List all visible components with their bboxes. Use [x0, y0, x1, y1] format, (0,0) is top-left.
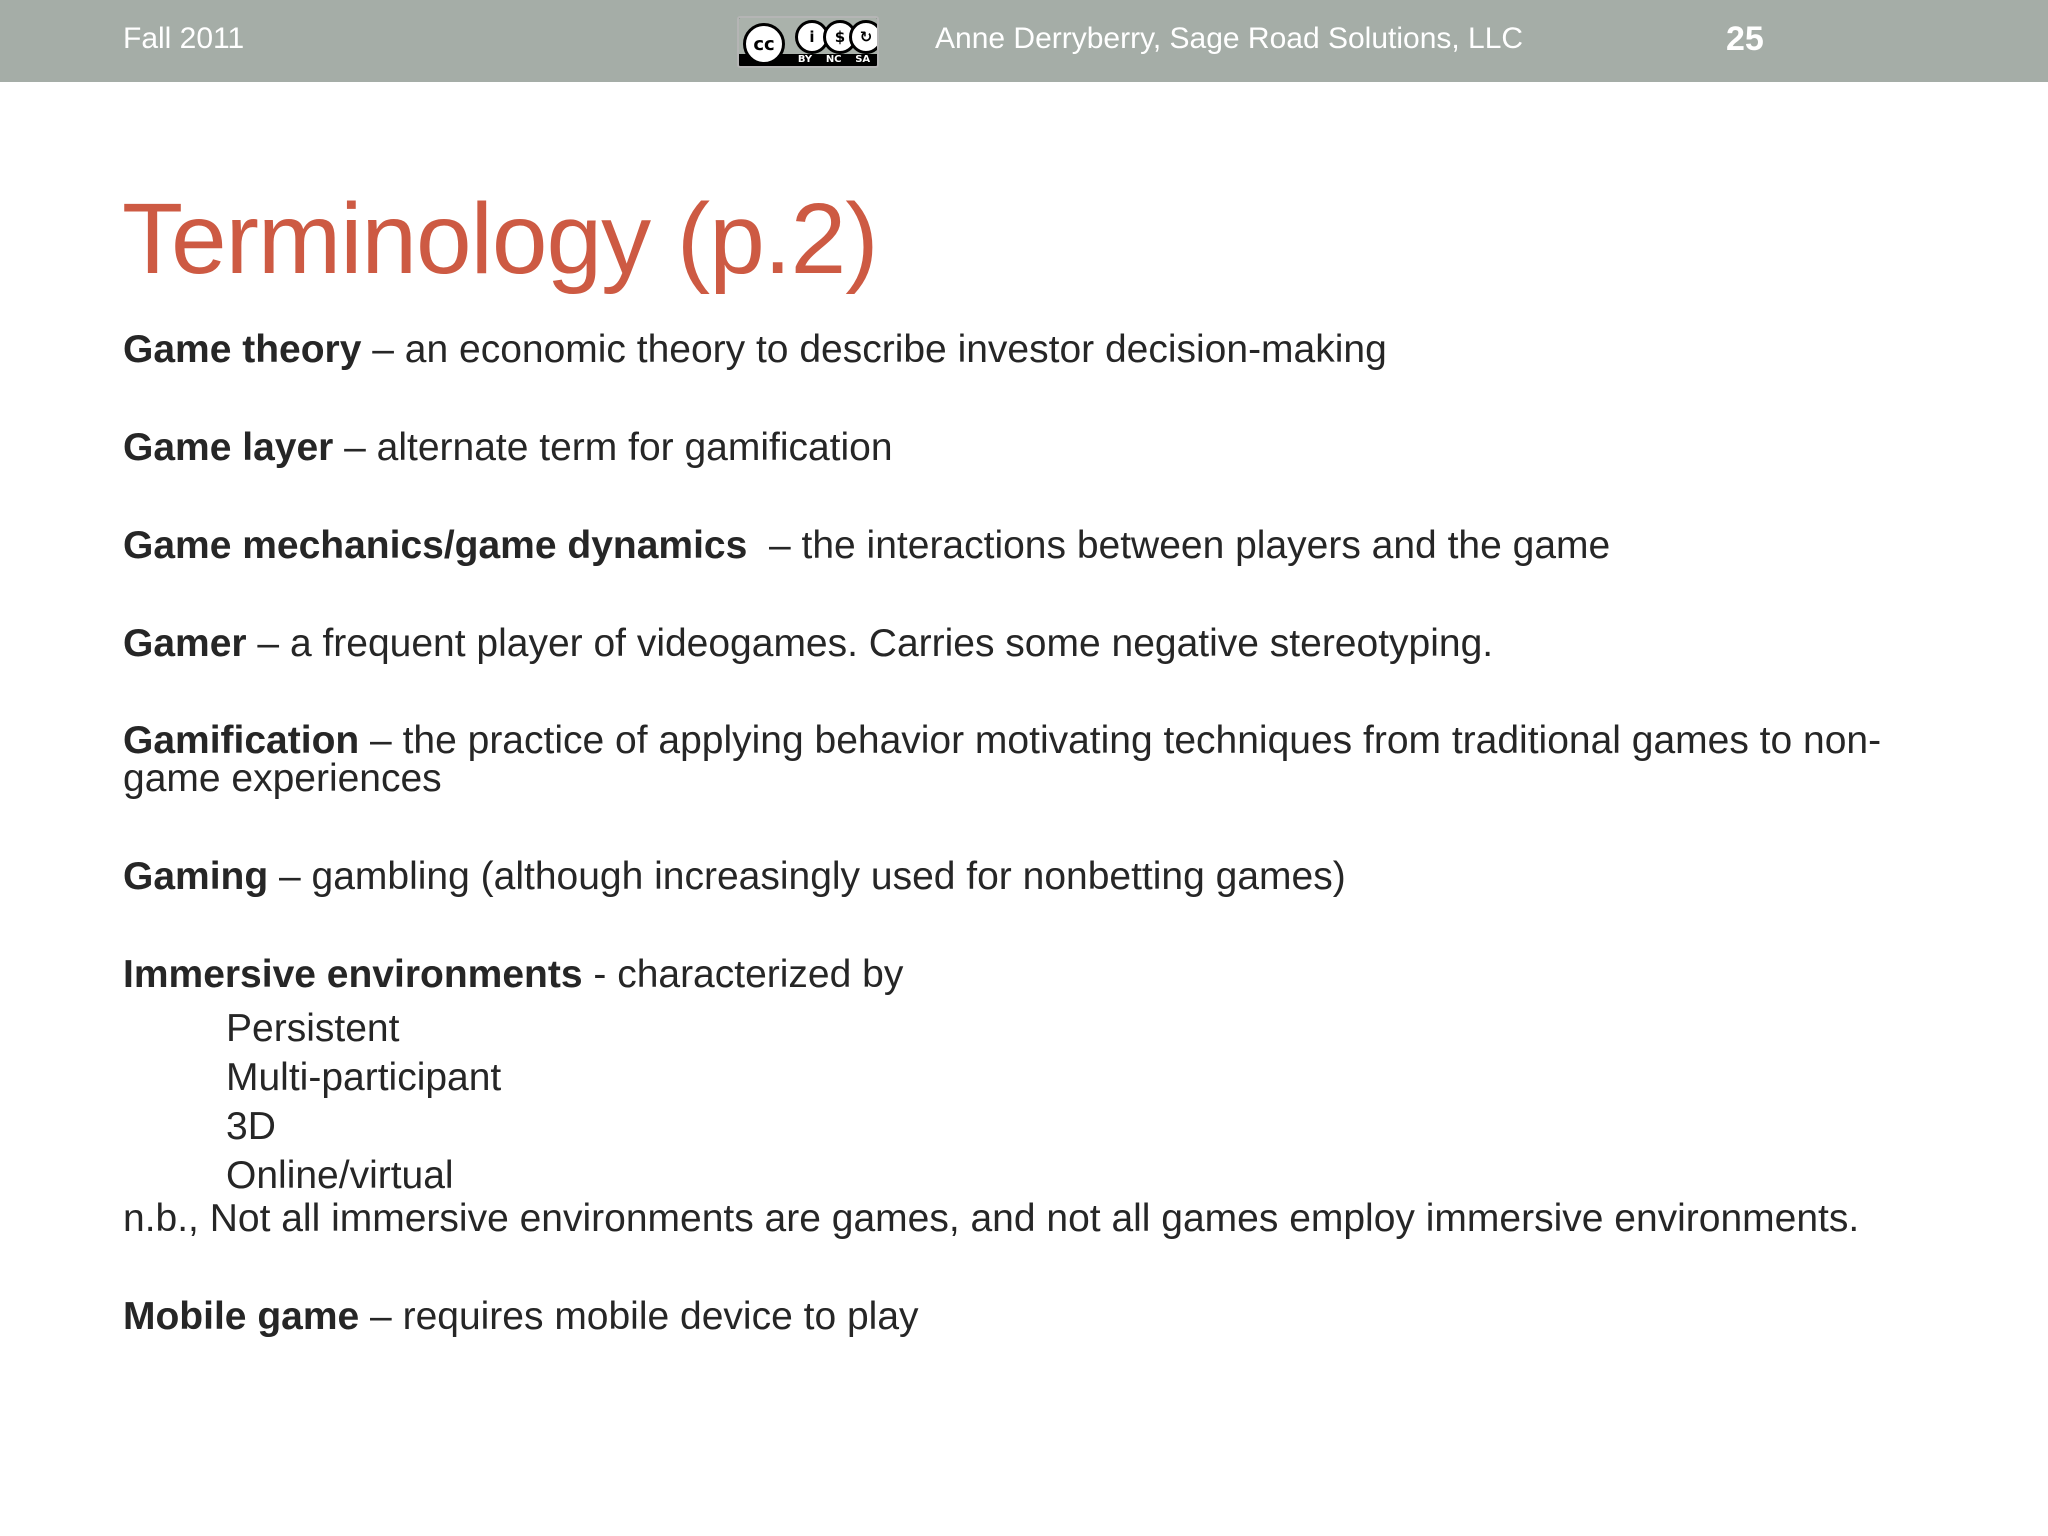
term: Game theory	[123, 328, 362, 371]
definition: – a frequent player of videogames. Carries some negative stereotyping.	[246, 622, 1494, 665]
entry-mobile-game	[123, 1297, 1943, 1336]
list-item: Online/virtual	[226, 1154, 454, 1197]
term: Mobile game	[123, 1295, 360, 1338]
cc-label-sa: SA	[855, 54, 871, 65]
entry-gamer	[123, 624, 1943, 663]
definition: – an economic theory to describe investor decision-making	[361, 328, 1387, 371]
definition: – the practice of applying behavior motivating techniques from traditional games to non-game experiences	[123, 719, 1882, 800]
semester-label: Fall 2011	[123, 22, 245, 55]
term: Game layer	[123, 426, 334, 469]
entry-game-layer	[123, 428, 1943, 467]
term: Game mechanics/game dynamics	[123, 524, 748, 567]
sharealike-icon: ↻	[849, 20, 879, 54]
cc-badge-labels	[791, 54, 877, 65]
term: Gamer	[123, 622, 247, 665]
entry-immersive-environments	[123, 955, 1943, 994]
cc-label-nc: NC	[825, 54, 842, 65]
cc-logo-icon: cc	[743, 23, 785, 65]
terminology-list	[123, 330, 1943, 1395]
term: Gaming	[123, 855, 269, 898]
definition: – gambling (although increasingly used for nonbetting games)	[268, 855, 1346, 898]
term: Immersive environments	[123, 953, 583, 996]
definition: – alternate term for gamification	[333, 426, 893, 469]
entry-game-theory	[123, 330, 1943, 369]
entry-game-mechanics	[123, 526, 1943, 565]
list-item: Multi-participant	[226, 1056, 502, 1099]
definition: - characterized by	[582, 953, 904, 996]
creative-commons-license-icon	[737, 16, 879, 68]
term: Gamification	[123, 719, 360, 762]
noncommercial-icon: $	[823, 20, 857, 54]
entry-gamification	[123, 719, 1943, 800]
definition: – requires mobile device to play	[359, 1295, 919, 1338]
list-item: 3D	[226, 1105, 276, 1148]
header-bar	[0, 0, 2048, 82]
list-item: Persistent	[226, 1007, 400, 1050]
definition: – the interactions between players and the game	[747, 524, 1611, 567]
entry-gaming	[123, 857, 1943, 896]
slide-title: Terminology (p.2)	[122, 183, 878, 295]
immersive-characteristics-list	[226, 1004, 1943, 1200]
cc-label-by: BY	[797, 54, 813, 65]
immersive-note: n.b., Not all immersive environments are games, and not all games employ immersive environments.	[123, 1197, 1860, 1240]
page-number: 25	[1726, 20, 1764, 58]
attribution-icon: i	[795, 20, 829, 54]
author-label: Anne Derryberry, Sage Road Solutions, LLC	[935, 22, 1524, 55]
